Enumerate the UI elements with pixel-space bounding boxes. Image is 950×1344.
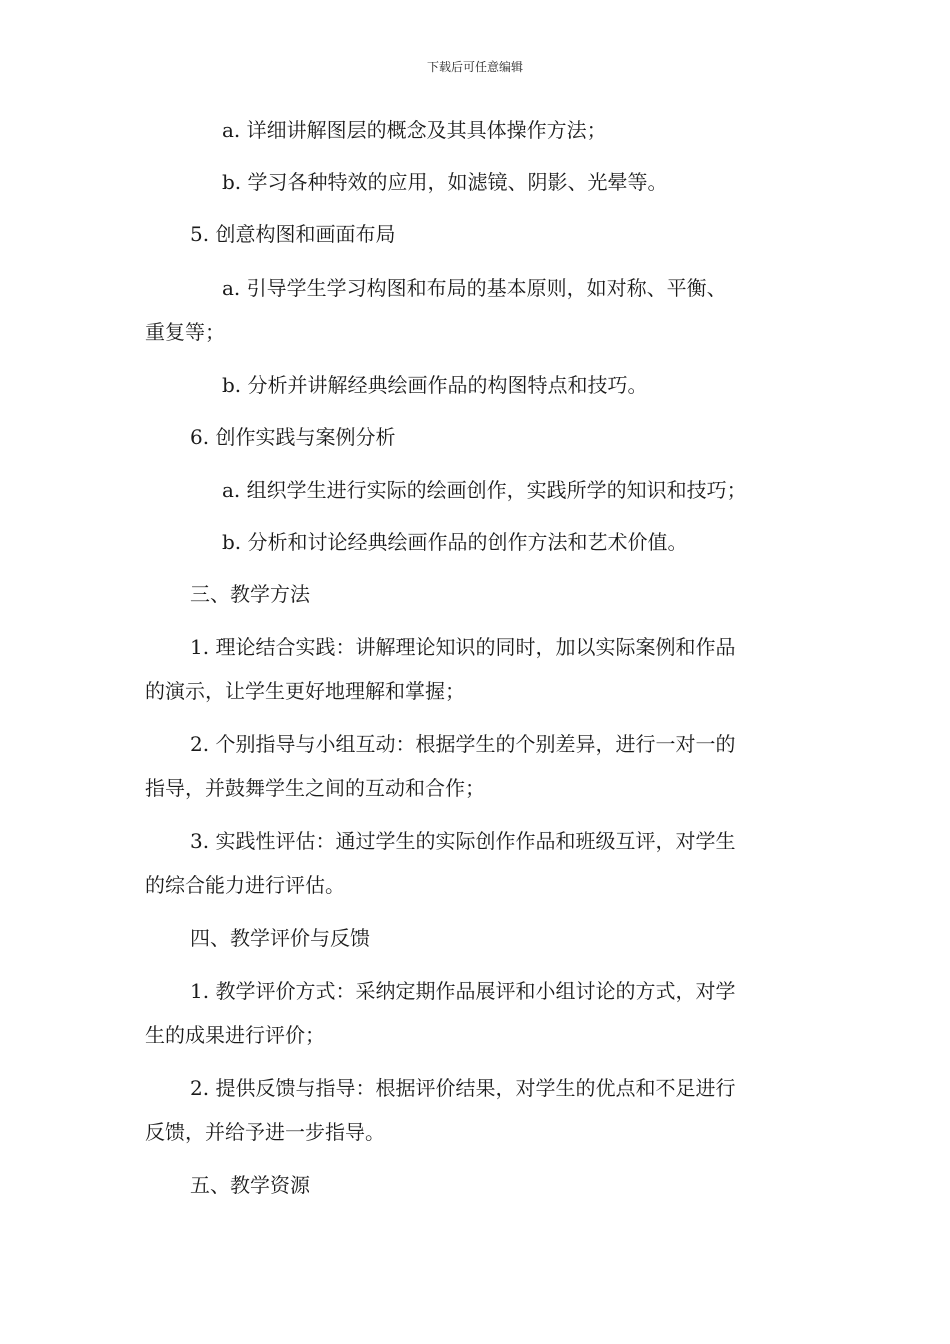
page-header: 下载后可任意编辑	[426, 60, 523, 74]
method-1-line2: 的演示，让学生更好地理解和掌握；	[145, 679, 465, 703]
evaluation-2-line1: 2. 提供反馈与指导：根据评价结果，对学生的优点和不足进行	[190, 1076, 736, 1100]
heading-evaluation-feedback: 四、教学评价与反馈	[190, 926, 370, 950]
method-2-line2: 指导，并鼓舞学生之间的互动和合作；	[145, 776, 485, 800]
method-3-line1: 3. 实践性评估：通过学生的实际创作作品和班级互评，对学生	[190, 829, 736, 853]
evaluation-1-line1: 1. 教学评价方式：采纳定期作品展评和小组讨论的方式，对学	[190, 979, 736, 1003]
evaluation-1-line2: 生的成果进行评价；	[145, 1023, 325, 1047]
heading-teaching-resources: 五、教学资源	[190, 1173, 310, 1197]
list-item-a-practice: a. 组织学生进行实际的绘画创作，实践所学的知识和技巧；	[222, 478, 747, 502]
method-1-line1: 1. 理论结合实践：讲解理论知识的同时，加以实际案例和作品	[190, 635, 736, 659]
heading-teaching-methods: 三、教学方法	[190, 582, 310, 606]
list-item-a-composition-line2: 重复等；	[145, 320, 225, 344]
method-3-line2: 的综合能力进行评估。	[145, 873, 345, 897]
list-item-a-composition-line1: a. 引导学生学习构图和布局的基本原则，如对称、平衡、	[222, 276, 727, 300]
evaluation-2-line2: 反馈，并给予进一步指导。	[145, 1120, 385, 1144]
list-item-b-discussion: b. 分析和讨论经典绘画作品的创作方法和艺术价值。	[222, 530, 688, 554]
section-item-5: 5. 创意构图和画面布局	[190, 222, 396, 246]
list-item-a-layers: a. 详细讲解图层的概念及其具体操作方法；	[222, 118, 607, 142]
list-item-b-analysis: b. 分析并讲解经典绘画作品的构图特点和技巧。	[222, 373, 648, 397]
section-item-6: 6. 创作实践与案例分析	[190, 425, 396, 449]
list-item-b-effects: b. 学习各种特效的应用，如滤镜、阴影、光晕等。	[222, 170, 668, 194]
method-2-line1: 2. 个别指导与小组互动：根据学生的个别差异，进行一对一的	[190, 732, 736, 756]
